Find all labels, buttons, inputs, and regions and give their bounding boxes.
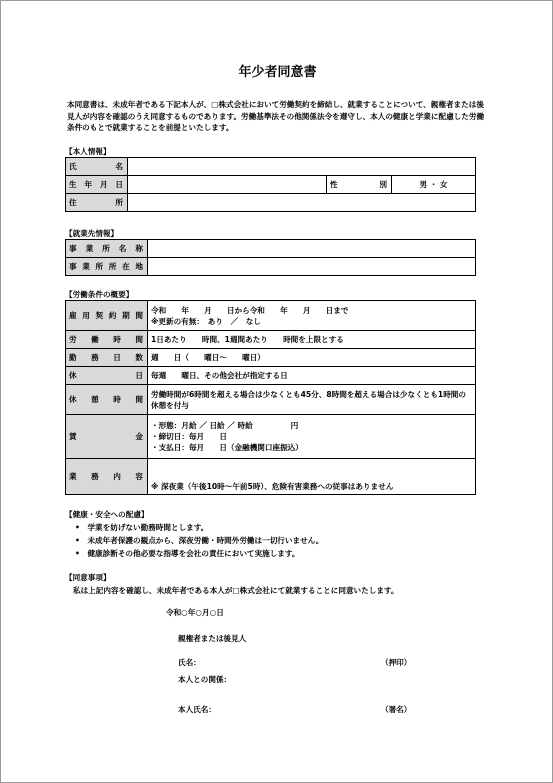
break-time-label: 休憩時間 [66, 385, 148, 415]
holidays-label: 休日 [66, 367, 148, 385]
job-description-value[interactable] [148, 459, 476, 495]
dob-label: 生年月日 [66, 176, 128, 194]
relation-label: 本人との関係： [178, 675, 232, 684]
condition-row [66, 331, 476, 349]
name-field[interactable] [128, 158, 476, 176]
condition-row [66, 385, 476, 415]
wage-cutoff-line: ・締切日：毎月 日 [151, 432, 227, 441]
sign-note: （署名） [381, 705, 412, 714]
workplace-name-label: 事業所名称 [66, 240, 148, 258]
working-hours-value[interactable]: 1日あたり 時間、1週間あたり 時間を上限とする [148, 331, 476, 349]
condition-row [66, 367, 476, 385]
contract-period-value[interactable] [148, 301, 476, 331]
conditions-table [65, 300, 476, 495]
health-item: • 健康診断その他必要な指導を会社の責任において実施します。 [75, 549, 300, 558]
working-days-label: 勤務日数 [66, 349, 148, 367]
contract-period-line: 令和 年 月 日から令和 年 月 日まで [151, 305, 349, 315]
condition-row [66, 459, 476, 495]
working-days-value[interactable]: 週 日（ 曜日～ 曜日） [148, 349, 476, 367]
break-time-value[interactable]: 労働時間が6時間を超える場合は少なくとも45分、8時間を超える場合は少なくとも1時間の休憩を付与 [148, 385, 476, 415]
guardian-title: 親権者または後見人 [178, 634, 247, 643]
person-table [65, 157, 476, 212]
wage-payday-line: ・支払日：毎月 日（金融機関口座振込） [151, 443, 303, 452]
health-item: • 未成年者保護の観点から、深夜労働・時間外労働は一切行いません。 [75, 536, 324, 545]
intro-paragraph: 本同意書は、未成年者である下記本人が、□株式会社において労働契約を締結し、就業することについて、親権者または後見人が内容を確認のうえ同意するものであります。労働基準法その他関係法令を遵守し、本人の健康と学業に配慮した労働条件のもとで就業することを前提といたします。 [67, 100, 485, 132]
renewal-line: ※更新の有無： あり ／ なし [151, 316, 261, 326]
working-hours-label: 労働時間 [66, 331, 148, 349]
night-work-note: ※ 深夜業（午後10時～午前5時）、危険有害業務への従事はありません [151, 482, 394, 491]
contract-period-label: 雇用契約期間 [66, 301, 148, 331]
address-field[interactable] [128, 194, 476, 212]
consent-section-heading: 【同意事項】 [65, 573, 111, 582]
holidays-value[interactable]: 毎週 曜日、その他会社が指定する日 [148, 367, 476, 385]
address-label: 住 所 [66, 194, 128, 212]
guardian-name-label: 氏名： [178, 658, 201, 667]
workplace-address-field[interactable] [148, 258, 476, 276]
job-description-label: 業務内容 [66, 459, 148, 495]
condition-row [66, 349, 476, 367]
health-section-heading: 【健康・安全への配慮】 [65, 510, 149, 519]
conditions-section-heading: 【労働条件の概要】 [65, 290, 134, 299]
health-item: • 学業を妨げない勤務時間とします。 [75, 523, 209, 532]
condition-row [66, 415, 476, 459]
wage-type-line: ・形態：月給 ／ 日給 ／ 時給 円 [151, 421, 299, 430]
workplace-address-label: 事業所所在地 [66, 258, 148, 276]
self-name-label: 本人氏名： [178, 705, 216, 714]
workplace-name-field[interactable] [148, 240, 476, 258]
seal-note: （押印） [381, 658, 412, 667]
dob-field[interactable] [128, 176, 327, 194]
name-label: 氏 名 [66, 158, 128, 176]
document-title: 年少者同意書 [238, 65, 317, 80]
condition-row [66, 301, 476, 331]
gender-label: 性 別 [327, 176, 392, 194]
person-section-heading: 【本人情報】 [65, 147, 111, 156]
consent-date[interactable]: 令和○年○月○日 [166, 608, 224, 617]
gender-choice[interactable]: 男 ・ 女 [392, 176, 476, 194]
wage-value[interactable] [148, 415, 476, 459]
workplace-table [65, 239, 476, 276]
workplace-section-heading: 【就業先情報】 [65, 229, 119, 238]
wage-label: 賃金 [66, 415, 148, 459]
consent-text: 私は上記内容を確認し、未成年者である本人が□株式会社にて就業することに同意いたします。 [73, 586, 399, 595]
